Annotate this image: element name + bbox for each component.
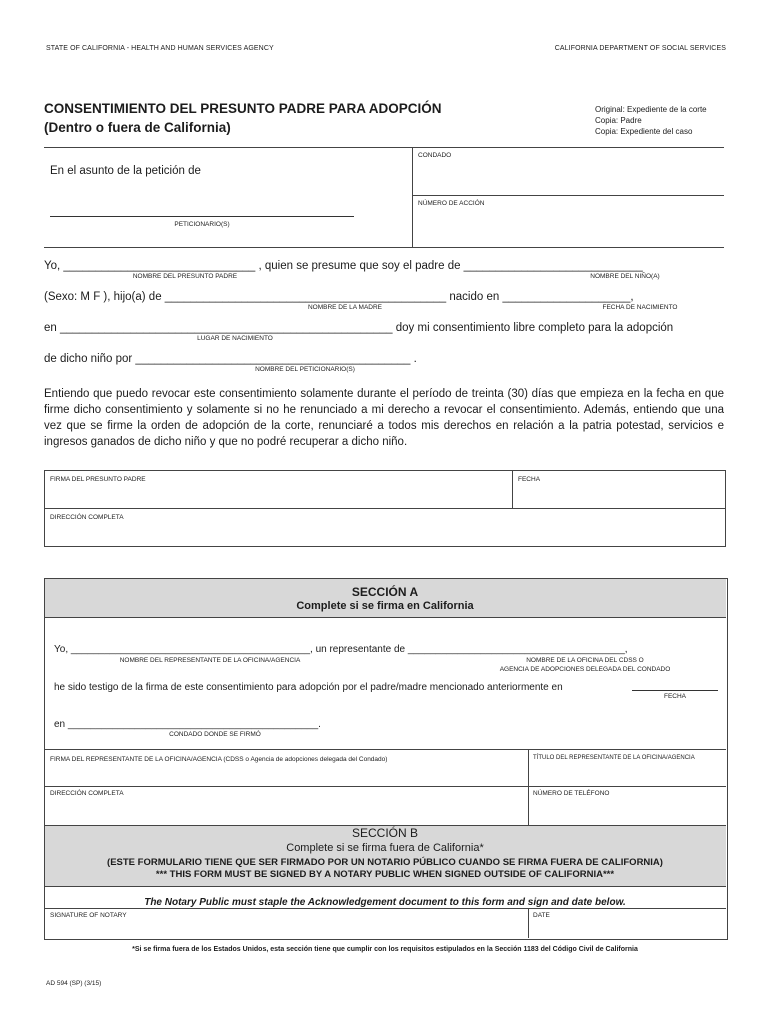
matter-label: En el asunto de la petición de: [50, 165, 201, 177]
father-signature-label: FIRMA DEL PRESUNTO PADRE: [50, 476, 146, 483]
divider: [44, 247, 724, 248]
father-address-label: DIRECCIÓN COMPLETA: [50, 514, 124, 521]
witness-date-caption: FECHA: [663, 693, 687, 700]
representative-title-label: TÍTULO DEL REPRESENTANTE DE LA OFICINA/AGENCIA: [533, 755, 695, 761]
phone-number-label: NÚMERO DE TELÉFONO: [533, 790, 610, 797]
footnote: *Si se firma fuera de los Estados Unidos, esta sección tiene que cumplir con los requisitos estipulados en la Sección 1183 del Código Civil de California: [132, 946, 638, 953]
divider: [44, 786, 726, 787]
section-a-address-label: DIRECCIÓN COMPLETA: [50, 790, 124, 797]
distribution-copy-father: Copia: Padre: [595, 116, 642, 125]
agency-header: STATE OF CALIFORNIA - HEALTH AND HUMAN SERVICES AGENCY: [46, 45, 274, 52]
father-statement-line: Yo, ______________________________ , quien se presume que soy el padre de ____________________________: [44, 260, 643, 272]
representative-line: Yo, ___________________________________________, un representante de _______________________________________,: [54, 644, 628, 655]
divider: [44, 508, 725, 509]
distribution-original: Original: Expediente de la corte: [595, 105, 707, 114]
county-signed-caption: CONDADO DONDE SE FIRMÓ: [169, 731, 261, 738]
form-subtitle: (Dentro o fuera de California): [44, 120, 231, 135]
petitioner-statement-line: de dicho niño por ___________________________________________ .: [44, 353, 417, 365]
divider: [44, 886, 726, 887]
notary-instruction: The Notary Public must staple the Acknowledgement document to this form and sign and date below.: [144, 897, 626, 908]
sex-mother-line: (Sexo: M F ), hijo(a) de ____________________________________________ nacido en ____________________,: [44, 291, 634, 303]
petitioner-line[interactable]: [50, 216, 354, 217]
divider: [528, 749, 529, 825]
section-a-subtitle: Complete si se firma en California: [296, 600, 474, 612]
divider: [528, 908, 529, 938]
divider: [44, 749, 726, 750]
divider: [412, 195, 724, 196]
office-name-caption-2: AGENCIA DE ADOPCIONES DELEGADA DEL CONDADO: [499, 666, 671, 673]
office-name-caption-1: NOMBRE DE LA OFICINA DEL CDSS O: [526, 657, 644, 664]
father-name-caption: NOMBRE DEL PRESUNTO PADRE: [132, 273, 238, 280]
distribution-copy-case: Copia: Expediente del caso: [595, 127, 693, 136]
notary-date-label: DATE: [533, 912, 550, 919]
mother-name-caption: NOMBRE DE LA MADRE: [307, 304, 383, 311]
divider: [44, 617, 726, 618]
representative-name-caption: NOMBRE DEL REPRESENTANTE DE LA OFICINA/AGENCIA: [119, 657, 301, 664]
divider: [44, 147, 724, 148]
section-b-title: SECCIÓN B: [351, 826, 418, 840]
department-header: CALIFORNIA DEPARTMENT OF SOCIAL SERVICES: [554, 45, 726, 52]
form-id: AD 594 (SP) (3/15): [46, 980, 102, 987]
witness-date-line[interactable]: [632, 690, 718, 691]
petitioner-name-caption: NOMBRE DEL PETICIONARIO(S): [255, 366, 355, 373]
petitioner-caption: PETICIONARIO(S): [174, 221, 230, 228]
revocation-paragraph: Entiendo que puedo revocar este consentimiento solamente durante el período de treinta (30) días que empieza en la fecha en que firme dicho consentimiento y solamente si no he renunciado a mi derecho a revocar el consentimiento. Además, entiendo que una vez que se firme la orden de adopción de la corte, renunciaré a todos mis derechos en relación a la patria potestad, servicios e ingresos ganados de dicho niño y que no podré recuperar a dicho niño.: [44, 388, 724, 448]
divider: [44, 908, 726, 909]
notary-signature-label: SIGNATURE OF NOTARY: [50, 912, 127, 919]
witness-line: he sido testigo de la firma de este consentimiento para adopción por el padre/madre mencionado anteriormente en: [54, 682, 563, 693]
notary-notice-spanish: (ESTE FORMULARIO TIENE QUE SER FIRMADO POR UN NOTARIO PÚBLICO CUANDO SE FIRMA FUERA DE CALIFORNIA): [107, 857, 663, 868]
divider: [512, 470, 513, 508]
form-title: CONSENTIMIENTO DEL PRESUNTO PADRE PARA ADOPCIÓN: [44, 101, 442, 116]
child-name-caption: NOMBRE DEL NIÑO(A): [590, 273, 660, 280]
representative-signature-label: FIRMA DEL REPRESENTANTE DE LA OFICINA/AGENCIA (CDSS o Agencia de adopciones delegada del Condado): [50, 756, 388, 763]
distribution-list: [595, 104, 707, 137]
father-date-label: FECHA: [518, 476, 541, 483]
action-number-label: NÚMERO DE ACCIÓN: [418, 200, 485, 207]
notary-notice-english: *** THIS FORM MUST BE SIGNED BY A NOTARY PUBLIC WHEN SIGNED OUTSIDE OF CALIFORNIA***: [155, 869, 615, 880]
county-label: CONDADO: [418, 152, 452, 159]
section-b-subtitle: Complete si se firma fuera de California*: [286, 842, 484, 854]
county-signed-line: en _____________________________________________.: [54, 719, 321, 730]
section-a-title: SECCIÓN A: [351, 585, 419, 599]
birth-date-caption: FECHA DE NACIMIENTO: [602, 304, 678, 311]
divider: [412, 147, 413, 247]
birthplace-line: en ____________________________________________________ doy mi consentimiento libre completo para la adopción: [44, 322, 674, 334]
birthplace-caption: LUGAR DE NACIMIENTO: [197, 335, 273, 342]
